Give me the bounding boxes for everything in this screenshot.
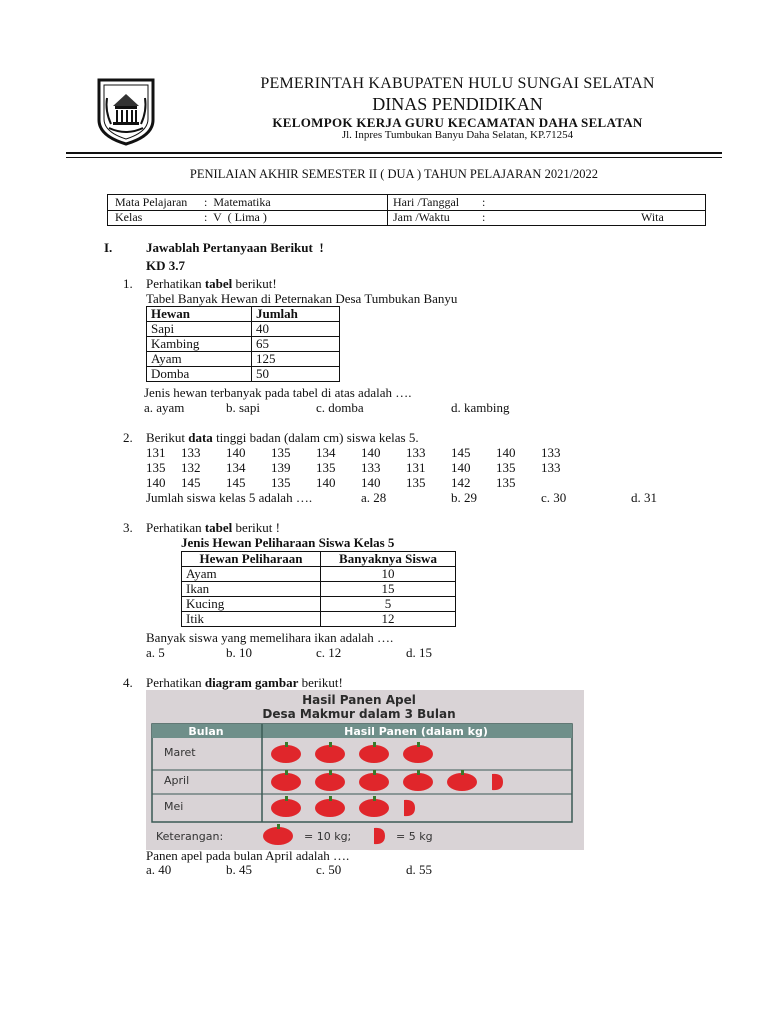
pictograph-legend-label: Keterangan: [156,830,224,843]
apple-icon [315,770,345,791]
q2-value: 135 [496,460,516,475]
apple-icon [359,796,389,817]
q2-value: 145 [451,445,471,460]
q2-value: 145 [226,475,246,490]
pictograph-apples [271,742,503,817]
table-row [147,337,340,352]
pictograph-title-1: Hasil Panen Apel [302,693,416,707]
q3-option-b: b. 10 [226,645,252,660]
q3-cell: Ayam [182,567,321,582]
q2-option-c: c. 30 [541,490,567,505]
q1-prompt: Perhatikan tabel berikut! [146,276,277,291]
q2-value: 145 [181,475,201,490]
q3-cell: Kucing [182,597,321,612]
half-apple-icon [404,800,415,816]
exam-info-box [107,194,706,226]
q4-number: 4. [123,675,133,690]
pictograph-month-label: Mei [164,800,184,813]
pictograph-photo [146,690,584,850]
pictograph-title-2: Desa Makmur dalam 3 Bulan [262,707,456,721]
q2-value: 132 [181,460,201,475]
letterhead-address: Jl. Inpres Tumbukan Banyu Daha Selatan, KP.71254 [341,129,574,141]
time-label: Jam /Waktu [393,210,450,224]
q1-cell: 40 [252,322,340,337]
q3-cell: Itik [182,612,321,627]
q2-value: 140 [146,475,166,490]
q2-value: 131 [146,445,166,460]
apple-icon [359,742,389,763]
q2-value: 131 [406,460,426,475]
pictograph-legend-full: = 10 kg; [304,830,352,843]
letterhead-teacher-group: KELOMPOK KERJA GURU KECAMATAN DAHA SELATAN [272,115,643,130]
q1-cell: Domba [147,367,252,382]
time-colon: : [482,210,486,224]
exam-title: PENILAIAN AKHIR SEMESTER II ( DUA ) TAHUN PELAJARAN 2021/2022 [189,167,599,181]
q3-pet-table [181,551,456,627]
q2-value: 134 [226,460,246,475]
q1-animal-table [146,306,340,382]
apple-icon [271,770,301,791]
q2-option-d: d. 31 [631,490,657,505]
q2-value: 140 [226,445,246,460]
q4-option-a: a. 40 [146,862,172,877]
legend-half-apple-icon [374,828,385,844]
pictograph-month-label: April [164,774,190,787]
q1-header-count: Jumlah [252,307,340,322]
q4-question: Panen apel pada bulan April adalah …. [146,848,350,863]
q3-prompt: Perhatikan tabel berikut ! [146,520,280,535]
q2-value: 140 [361,445,381,460]
q3-table-title: Jenis Hewan Peliharaan Siswa Kelas 5 [181,535,395,550]
q4-prompt: Perhatikan diagram gambar berikut! [146,675,343,690]
apple-icon [403,770,433,791]
q1-cell: 50 [252,367,340,382]
q1-header-animal: Hewan [147,307,252,322]
q2-value: 142 [451,475,471,490]
letterhead-government: PEMERINTAH KABUPATEN HULU SUNGAI SELATAN [260,75,655,92]
pictograph-month-label: Maret [164,746,196,759]
q2-value: 133 [541,460,561,475]
table-row [147,322,340,337]
q3-cell: 12 [321,612,456,627]
q2-value: 135 [496,475,516,490]
table-row [147,367,340,382]
q2-value: 133 [361,460,381,475]
q2-value: 135 [271,475,291,490]
pictograph-col-month: Bulan [188,725,224,738]
pictograph-legend-half: = 5 kg [396,830,433,843]
q2-option-a: a. 28 [361,490,387,505]
apple-icon [315,742,345,763]
table-row [182,582,456,597]
q2-value: 135 [271,445,291,460]
letterhead-thin-rule [66,157,722,158]
class-value: : V ( Lima ) [204,210,267,224]
q1-cell: 125 [252,352,340,367]
date-label: Hari /Tanggal [393,195,460,209]
q2-value: 133 [541,445,561,460]
q2-value: 140 [451,460,471,475]
letterhead-thick-rule [66,152,722,154]
q2-prompt: Berikut data tinggi badan (dalam cm) siswa kelas 5. [146,430,419,445]
apple-icon [359,770,389,791]
subject-label: Mata Pelajaran [115,195,188,209]
apple-icon [271,742,301,763]
q2-value: 133 [181,445,201,460]
q1-option-a: a. ayam [144,400,185,415]
q3-option-d: d. 15 [406,645,432,660]
q2-data-row-1 [0,445,768,460]
q3-cell: Ikan [182,582,321,597]
q2-value: 135 [316,460,336,475]
date-colon: : [482,195,486,209]
q1-question: Jenis hewan terbanyak pada tabel di atas adalah …. [144,385,412,400]
q1-cell: Ayam [147,352,252,367]
legend-apple-icon [263,824,293,845]
q2-number: 2. [123,430,133,445]
table-row [147,352,340,367]
time-zone: Wita [641,210,664,224]
apple-icon [447,770,477,791]
q2-value: 139 [271,460,291,475]
q2-value: 140 [316,475,336,490]
table-row [182,612,456,627]
q1-table-title: Tabel Banyak Hewan di Peternakan Desa Tumbukan Banyu [146,291,458,306]
pictograph-col-harvest: Hasil Panen (dalam kg) [344,725,488,738]
q4-option-b: b. 45 [226,862,252,877]
q2-value: 135 [146,460,166,475]
q3-question: Banyak siswa yang memelihara ikan adalah …. [146,630,394,645]
q3-header-count: Banyaknya Siswa [321,552,456,567]
table-row [182,567,456,582]
q2-value: 134 [316,445,336,460]
pictograph [146,690,584,850]
kd-label: KD 3.7 [146,258,185,273]
apple-icon [315,796,345,817]
apple-icon [403,742,433,763]
q3-header-pet: Hewan Peliharaan [182,552,321,567]
q3-cell: 10 [321,567,456,582]
q4-option-c: c. 50 [316,862,342,877]
q1-cell: Sapi [147,322,252,337]
q1-option-b: b. sapi [226,400,260,415]
q1-option-c: c. domba [316,400,364,415]
q1-cell: Kambing [147,337,252,352]
apple-icon [271,796,301,817]
q3-option-c: c. 12 [316,645,342,660]
q3-cell: 15 [321,582,456,597]
q4-option-d: d. 55 [406,862,432,877]
q3-option-a: a. 5 [146,645,165,660]
q3-cell: 5 [321,597,456,612]
section-number: I. [104,240,113,255]
q2-value: 135 [406,475,426,490]
q2-value: 133 [406,445,426,460]
q2-value: 140 [361,475,381,490]
q2-question: Jumlah siswa kelas 5 adalah …. [146,490,313,505]
table-row [182,597,456,612]
q3-number: 3. [123,520,133,535]
letterhead-department: DINAS PENDIDIKAN [372,94,543,114]
school-emblem-logo [95,76,157,146]
q1-cell: 65 [252,337,340,352]
class-label: Kelas [115,210,143,224]
q2-option-b: b. 29 [451,490,477,505]
subject-value: : Matematika [204,195,271,209]
half-apple-icon [492,774,503,790]
q2-value: 140 [496,445,516,460]
q2-data-row-3 [0,475,768,490]
q1-number: 1. [123,276,133,291]
q2-data-row-2 [0,460,768,475]
section-title: Jawablah Pertanyaan Berikut ! [146,240,324,255]
q1-option-d: d. kambing [451,400,510,415]
